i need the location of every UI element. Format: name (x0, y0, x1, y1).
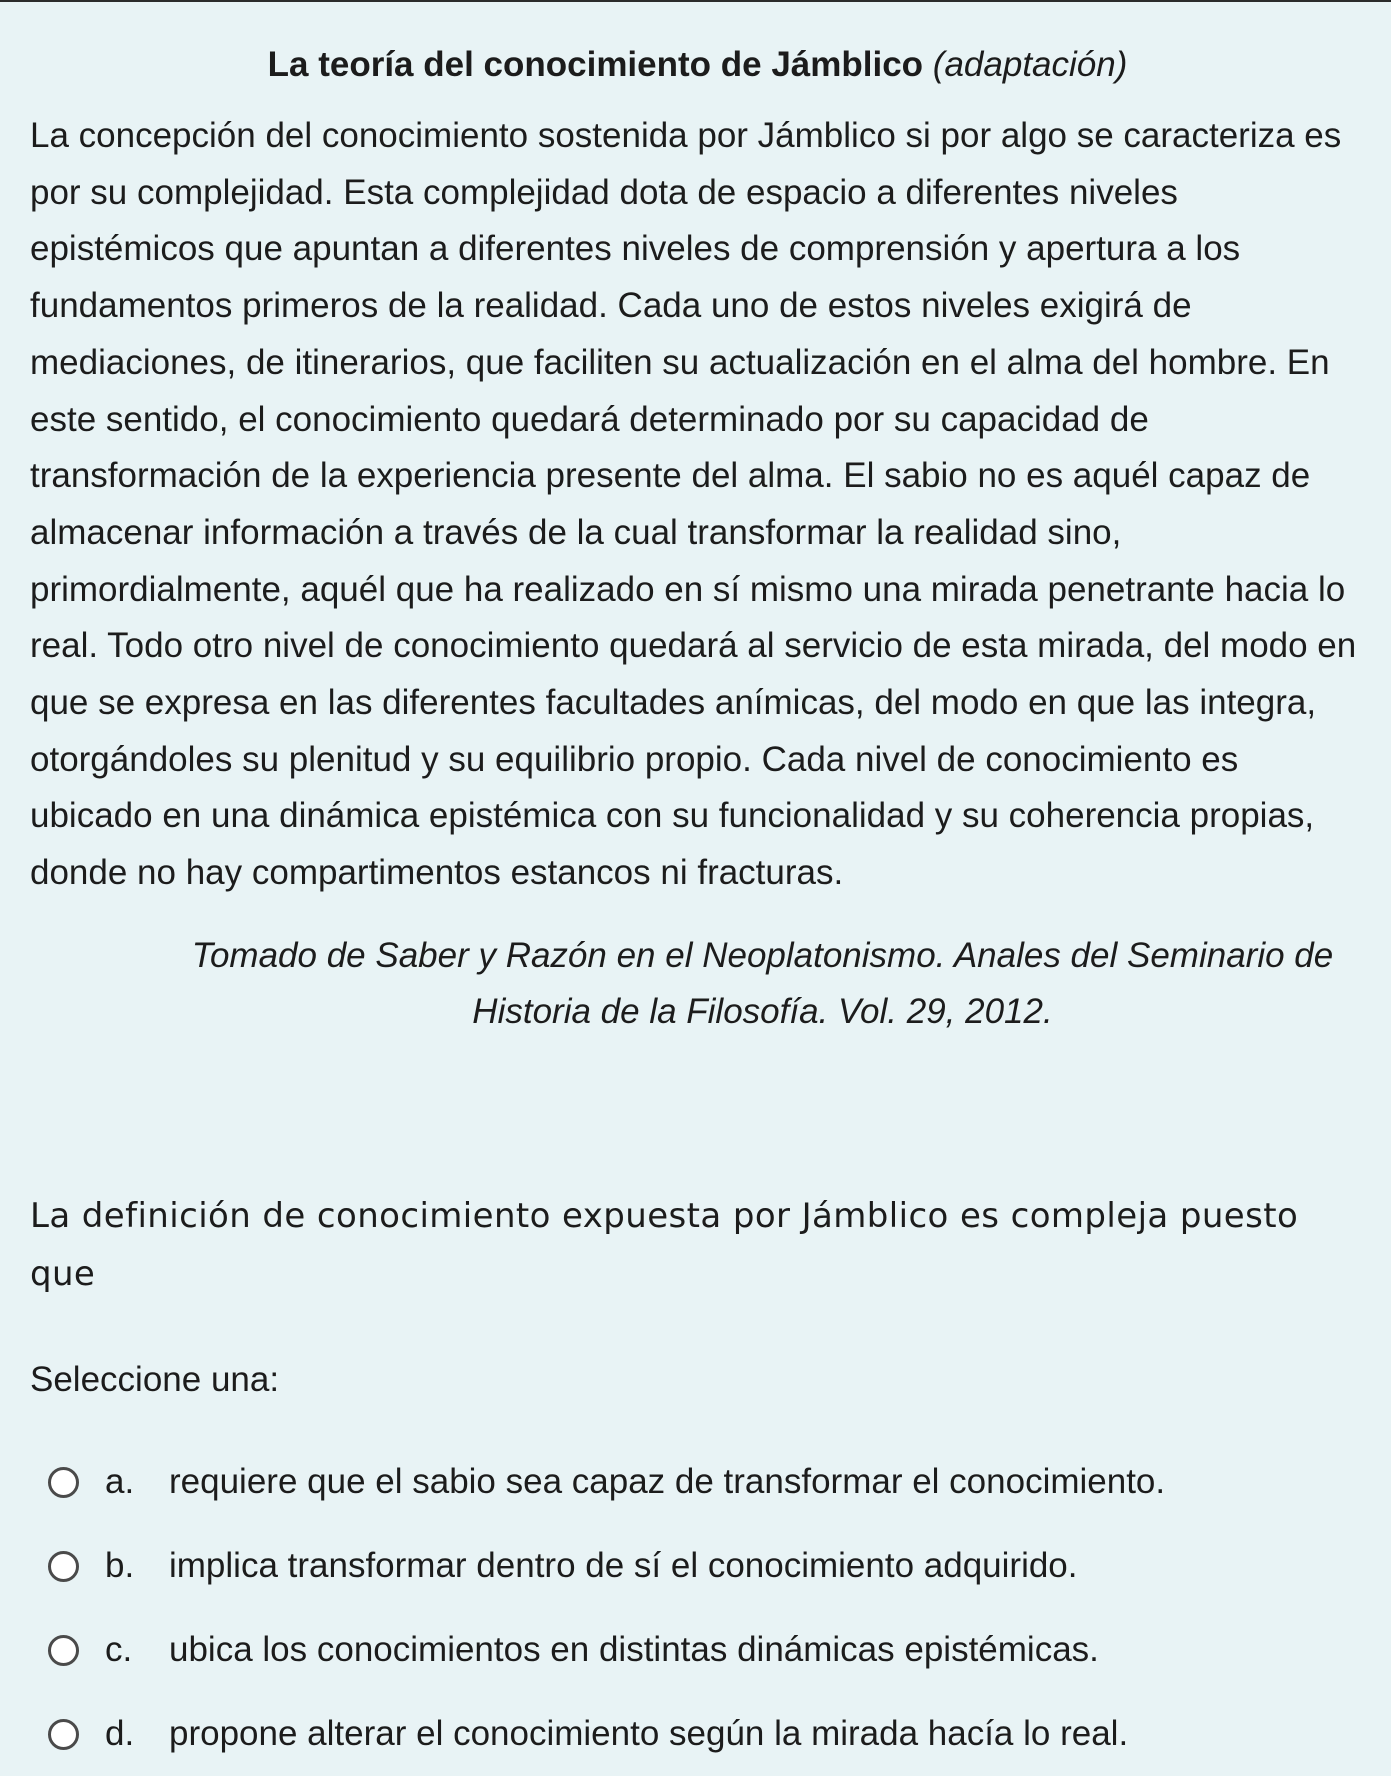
passage-body: La concepción del conocimiento sostenida por Jámblico si por algo se caracteriza es por su complejidad. Esta complejidad dota de espacio a diferentes niveles epistémicos que apuntan a diferentes niveles de comprensión y apertura a los fundamentos primeros de la realidad. Cada uno de estos niveles exigirá de mediaciones, de itinerarios, que faciliten su actualización en el alma del hombre. En este sentido, el conocimiento quedará determinado por su capacidad de transformación de la experiencia presente del alma. El sabio no es aquél capaz de almacenar información a través de la cual transformar la realidad sino, primordialmente, aquél que ha realizado en sí mismo una mirada penetrante hacia lo real. Todo otro nivel de conocimiento quedará al servicio de esta mirada, del modo en que se expresa en las diferentes facultades anímicas, del modo en que las integra, otorgándoles su plenitud y su equilibrio propio. Cada nivel de conocimiento es ubicado en una dinámica epistémica con su funcionalidad y su coherencia propias, donde no hay compartimentos estancos ni fracturas. (30, 116, 1357, 893)
radio-button-d[interactable] (48, 1719, 79, 1750)
option-text: implica transformar dentro de sí el conocimiento adquirido. (169, 1546, 1078, 1585)
question-instruction: Seleccione una: (30, 1360, 280, 1399)
answer-options (48, 1440, 1348, 1776)
answer-option-d[interactable] (48, 1692, 1348, 1776)
passage-citation: Tomado de Saber y Razón en el Neoplatonismo. Anales del Seminario de Historia de la Filosofía. Vol. 29, 2012. (191, 935, 1334, 1031)
option-text: requiere que el sabio sea capaz de transformar el conocimiento. (169, 1462, 1166, 1501)
radio-button-a[interactable] (48, 1467, 79, 1498)
passage-title (30, 40, 1365, 90)
passage-title-subtitle: (adaptación) (932, 45, 1128, 84)
reading-passage (30, 40, 1365, 1040)
answer-option-b[interactable] (48, 1524, 1348, 1608)
option-letter: d. (105, 1714, 135, 1753)
answer-option-c[interactable] (48, 1608, 1348, 1692)
option-letter: c. (105, 1630, 133, 1669)
passage-title-main: La teoría del conocimiento de Jámblico (267, 45, 924, 84)
option-text: ubica los conocimientos en distintas dinámicas epistémicas. (169, 1630, 1099, 1669)
option-text: propone alterar el conocimiento según la mirada hacía lo real. (169, 1714, 1129, 1753)
top-divider (0, 0, 1391, 2)
radio-button-b[interactable] (48, 1551, 79, 1582)
option-letter: b. (105, 1546, 135, 1585)
option-letter: a. (105, 1462, 135, 1501)
radio-button-c[interactable] (48, 1635, 79, 1666)
question-prompt: La definición de conocimiento expuesta por Jámblico es compleja puesto que (30, 1196, 1299, 1294)
answer-option-a[interactable] (48, 1440, 1348, 1524)
